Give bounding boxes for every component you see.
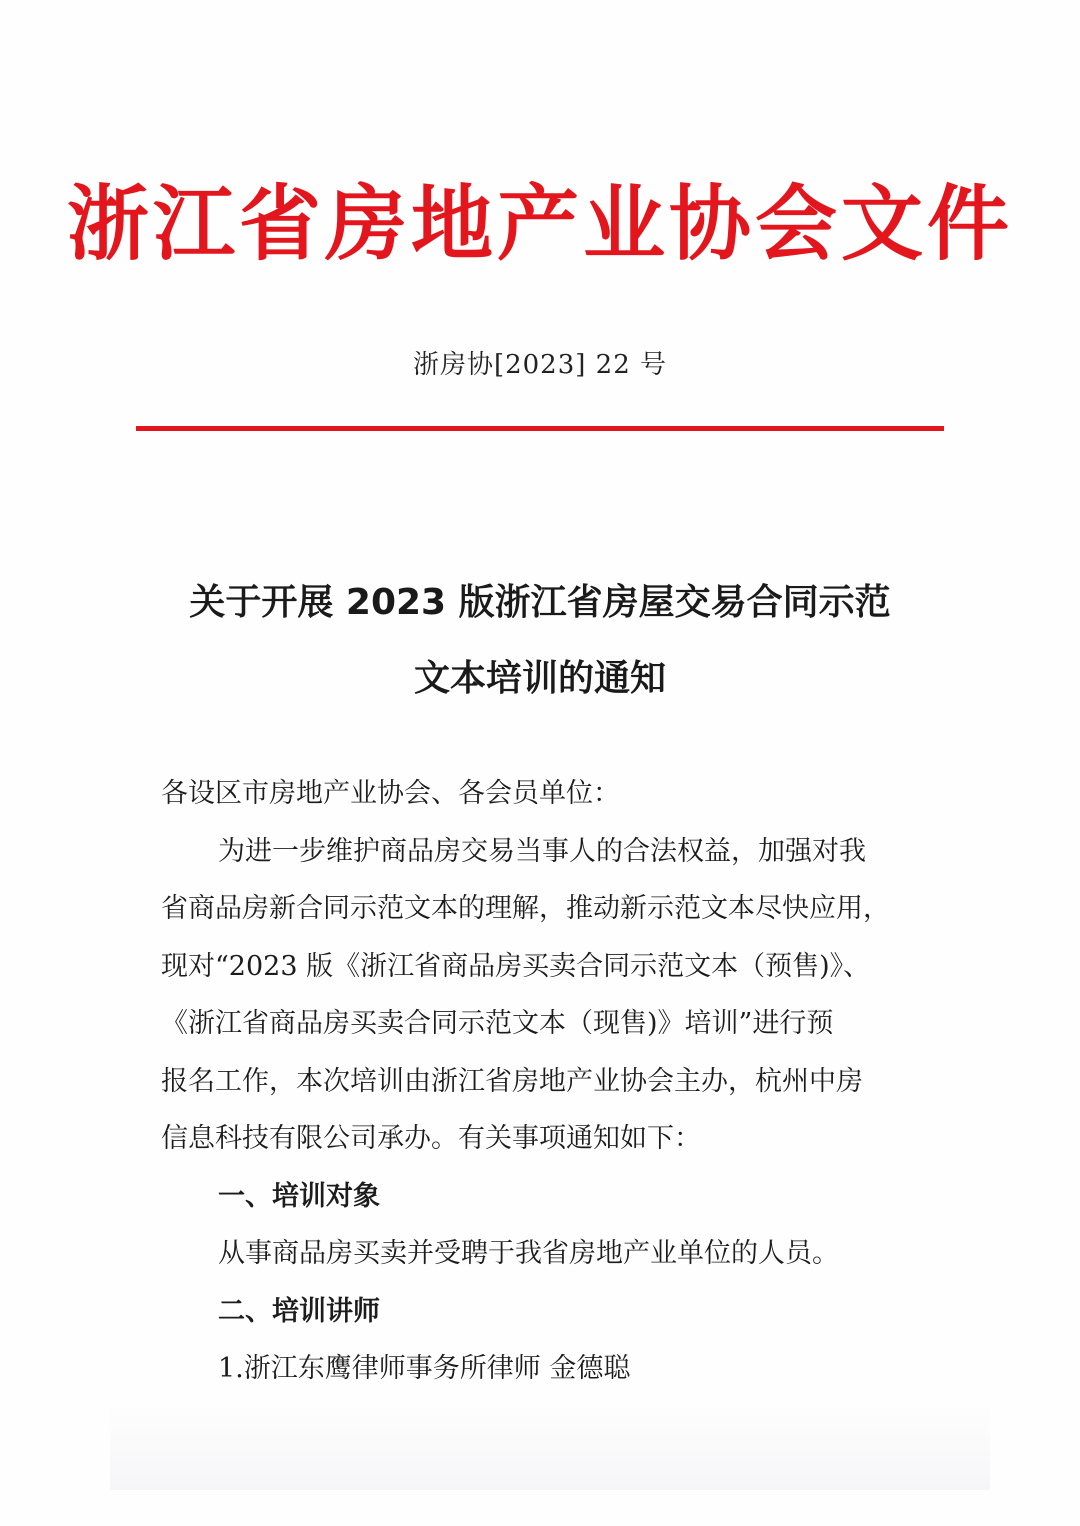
notice-title [0, 565, 1080, 717]
notice-body [161, 765, 921, 1398]
notice-title-line-1: 关于开展 2023 版浙江省房屋交易合同示范 [189, 582, 891, 623]
intro-line-2: 省商品房新合同示范文本的理解，推动新示范文本尽快应用， [161, 893, 890, 924]
intro-line-4: 《浙江省商品房买卖合同示范文本（现售)》培训”进行预 [161, 1008, 834, 1039]
scan-shadow [110, 1400, 990, 1490]
notice-title-line-2: 文本培训的通知 [413, 658, 666, 699]
intro-line-5: 报名工作，本次培训由浙江省房地产业协会主办，杭州中房 [161, 1065, 863, 1097]
salutation: 各设区市房地产业协会、各会员单位： [161, 778, 620, 809]
section-2-item-1: 1.浙江东鹰律师事务所律师 金德聪 [218, 1353, 631, 1384]
org-document-header: 浙江省房地产业协会文件 [66, 177, 1013, 272]
intro-line-1: 为进一步维护商品房交易当事人的合法权益，加强对我 [218, 835, 866, 867]
red-divider-line [136, 426, 944, 431]
document-number: 浙房协[2023] 22 号 [412, 350, 668, 380]
intro-line-6: 信息科技有限公司承办。有关事项通知如下： [161, 1123, 701, 1154]
section-2-heading: 二、培训讲师 [218, 1295, 380, 1327]
section-1-heading: 一、培训对象 [218, 1180, 380, 1212]
intro-line-3: 现对“2023 版《浙江省商品房买卖合同示范文本（预售)》、 [161, 950, 871, 982]
section-1-text: 从事商品房买卖并受聘于我省房地产业单位的人员。 [218, 1238, 839, 1269]
